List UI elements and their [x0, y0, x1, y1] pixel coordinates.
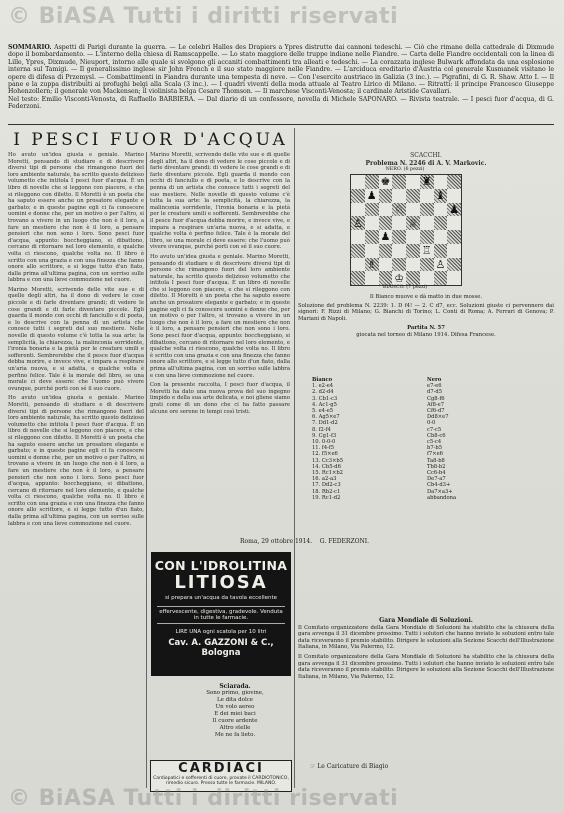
chess-square — [365, 203, 379, 217]
poem-line: Altro stelle — [219, 725, 251, 731]
caricature-text: Le Caricature di Biagio — [317, 763, 389, 770]
move-black: Cc6-b4 — [427, 470, 446, 477]
notice-text-repeat: Il Comitato organizzatore della Gara Mondiale di Soluzioni ha stabilito che la chiusura della gara avvenga il 31 dicembre prossimo. Tutti i solutori che hanno inviato le soluzioni entro tale data riceveranno il premio stabilito. Dirigere le soluzioni alla Sezione Scacchi dell'Illustrazione Italiana, in Milano, Via Palermo, 12. — [298, 653, 554, 680]
chess-square — [406, 230, 420, 244]
chess-square — [406, 189, 420, 203]
move-black: Cb4-d3+ — [427, 482, 451, 489]
moves-header-black: Nero — [427, 377, 442, 383]
move-black: Tb8-b2 — [427, 463, 446, 470]
move-black: c5-c4 — [427, 439, 442, 446]
chess-square — [434, 216, 448, 230]
notice-text: Il Comitato organizzatore della Gara Mondiale di Soluzioni ha stabilito che la chiusura della gara avvenga il 31 dicembre prossimo. Tutti i solutori che hanno inviato le soluzioni entro tale data riceveranno il premio stabilito. Dirigere le soluzioni alla Sezione Scacchi dell'Illustrazione Italiana, in Milano, Via Palermo, 12. — [298, 624, 554, 651]
chess-square — [406, 175, 420, 189]
move-black: d7-d5 — [427, 389, 442, 396]
chess-piece-icon: ♖ — [421, 244, 432, 258]
chess-square — [406, 271, 420, 285]
move-white: 12. f5×e6 — [312, 451, 338, 458]
chess-square — [420, 230, 434, 244]
chess-square — [392, 258, 406, 272]
move-black: c7-c5 — [427, 426, 442, 433]
move-black: Ta8-b8 — [427, 457, 445, 464]
move-white: 1. e2-e4 — [312, 383, 334, 390]
move-black: Cb8-c6 — [427, 432, 446, 439]
chess-square — [351, 244, 365, 258]
cardiaci-title: CARDIACI — [178, 761, 264, 776]
chess-square — [365, 189, 379, 203]
chess-moves-table — [312, 377, 542, 501]
chess-square — [447, 175, 461, 189]
move-white: 15. Rc1×b2 — [312, 470, 343, 477]
chess-solutions: Soluzione del problema N. 2239: 1. D f4! — 2. C d7, ecc. Soluzioni giuste ci pervennero dai signori: F. Rizzi di Milano; G. Bianchi di Torino; L. Conti di Roma; A. Ferrari di Genova; P. Mariani di Napoli. — [298, 302, 554, 322]
chess-square — [406, 244, 420, 258]
chess-square — [365, 244, 379, 258]
chess-square — [351, 216, 365, 230]
move-white: 10. 0-0-0 — [312, 439, 336, 446]
chess-square — [379, 203, 393, 217]
chess-square — [365, 258, 379, 272]
chess-square — [379, 244, 393, 258]
move-white: 8. f2-f4 — [312, 426, 331, 433]
chess-square — [420, 216, 434, 230]
article-author: G. FEDERZONI. — [319, 538, 370, 545]
chess-square — [447, 258, 461, 272]
move-black: Cf6-d7 — [427, 408, 445, 415]
chess-piece-icon: ♔ — [394, 271, 405, 285]
advert-line-2: LITIOSA — [174, 572, 268, 593]
move-black: Af8-e7 — [427, 401, 444, 408]
move-white: 9. Cg1-f3 — [312, 432, 337, 439]
chess-square — [379, 189, 393, 203]
advert-line-5: LIRE UNA ogni scatola per 10 litri — [175, 629, 267, 635]
move-white: 6. Ag5×e7 — [312, 414, 340, 421]
move-white: 18. Rb2-c1 — [312, 488, 341, 495]
chess-square — [392, 244, 406, 258]
advert-line-1: CON L'IDROLITINA — [154, 558, 288, 573]
chess-square — [420, 175, 434, 189]
chess-square — [351, 203, 365, 217]
chess-white-label: BIANCO. (7 pezzi) — [382, 285, 428, 290]
move-black: abbandona — [427, 494, 457, 501]
idrolitina-advert — [151, 552, 291, 676]
chess-piece-icon: ♕ — [407, 216, 418, 230]
article-signature — [240, 538, 369, 545]
chess-square — [420, 258, 434, 272]
chess-problem-title: Problema N. 2246 di A. V. Markovic. — [365, 160, 487, 167]
advert-line-6: Cav. A. GAZZONI & C., Bologna — [168, 638, 274, 658]
move-white: 13. Cc3×b5 — [312, 457, 344, 464]
poem-line: Il cuore ardente — [212, 718, 258, 724]
chess-stipulation: Il Bianco muove e dà matto in due mosse. — [369, 294, 483, 300]
cardiaci-text: Cardiopatici e sofferenti di cuore, provate il CARDIOTONICO, rimedio sicuro. Presso tutte le farmacie. MILANO. — [153, 776, 289, 787]
chess-square — [392, 203, 406, 217]
chess-square — [365, 216, 379, 230]
chess-piece-icon: ♜ — [421, 175, 432, 189]
chess-square — [406, 216, 420, 230]
chess-header: SCACCHI. — [410, 152, 442, 159]
chess-square — [447, 230, 461, 244]
chess-square — [447, 216, 461, 230]
chess-square — [434, 271, 448, 285]
chess-square — [434, 203, 448, 217]
chess-square — [434, 230, 448, 244]
move-black: Dd8×e7 — [427, 414, 449, 421]
advert-line-4: effervescente, digestiva, gradevole. Venduta in tutte le farmacie. — [157, 606, 285, 624]
chess-square — [379, 258, 393, 272]
summary-label: SOMMARIO. — [8, 44, 52, 51]
advert-line-3: si prepara un'acqua da tavola eccellente — [164, 595, 278, 601]
chess-square — [351, 258, 365, 272]
chess-square — [379, 271, 393, 285]
move-white: 5. e4-e5 — [312, 408, 334, 415]
caricature-line — [310, 763, 388, 770]
move-white: 7. Dd1-d2 — [312, 420, 338, 427]
chess-square — [434, 175, 448, 189]
move-black: Da7×a3+ — [427, 488, 453, 495]
move-black: Cg8-f6 — [427, 395, 445, 402]
column-divider — [294, 128, 295, 788]
hand-pointer-icon: ☞ — [310, 763, 316, 770]
chess-square — [420, 244, 434, 258]
chess-square — [379, 175, 393, 189]
chess-square — [392, 189, 406, 203]
gara-notice — [298, 618, 554, 680]
chess-square — [365, 175, 379, 189]
move-white: 3. Cb1-c3 — [312, 395, 338, 402]
move-white: 11. f4-f5 — [312, 445, 335, 452]
chess-square — [365, 230, 379, 244]
chess-square — [447, 189, 461, 203]
move-row — [312, 495, 542, 501]
moves-header-white: Bianco — [312, 377, 333, 383]
chess-piece-icon: ♟ — [449, 202, 460, 216]
poem-line: Sono primo, giovine, — [206, 690, 264, 696]
watermark-top: © BiASA Tutti i diritti riservati — [8, 4, 399, 29]
article-title: I PESCI FUOR D'ACQUA — [13, 130, 288, 150]
article-column-1 — [8, 152, 144, 792]
move-white: 14. Cb5-d6 — [312, 463, 341, 470]
chess-square — [392, 216, 406, 230]
article-text-1: Ho avuto un'idea giusta e geniale. Marino Moretti, pensando di studiare e di descrivere diversi tipi di persone che rimangono fuori del loro ambiente naturale, ha scritto questo delizioso volumetto che intitola I pesci fuor d'acqua. È un libro di novelle che si leggono con piacere, e che si rileggono con diletto. Il Moretti è un poeta che ha saputo essere anche un prosatore elegante e garbato; e in queste pagine egli ci fa conoscere uomini e donne che, per un motivo o per l'altro, si trovano a vivere in un luogo che non è il loro, a fare un mestiere che non è il loro, a pensare pensieri che non sono i loro. Sono pesci fuor d'acqua, appunto: boccheggiano, si dibattono, cercano di ritornare nel loro elemento, e qualche volta ci riescono, qualche volta no. Il libro è scritto con una grazia e con una finezza che fanno onore allo scrittore, e si legge tutto d'un fiato, dalla prima all'ultima pagina, con un sorriso sulle labbra e con una lieve commozione nel cuore. — [8, 152, 144, 284]
chess-piece-icon: ♟ — [366, 189, 377, 203]
move-white: 17. Dd2-c3 — [312, 482, 341, 489]
chess-square — [351, 175, 365, 189]
chess-square — [420, 271, 434, 285]
article-text-1b: Marino Moretti, scrivendo delle vite sue e di quelle degli altri, ha il dono di vedere le cose piccole e di farle diventare grandi; di vedere le cose grandi e di farle diventare piccole. Egli guarda il mondo con occhi di fanciullo e di poeta, e lo descrive con la penna di un artista che conosce tutti i segreti del suo mestiere. Nelle novelle di questo volume c'è tutta la sua arte: la semplicità, la chiarezza, la malinconia sorridente, l'ironia bonaria e la pietà per le creature umili e sofferenti. Sembrerebbe che il pesce fuor d'acqua debba morire, e invece vive, e impara a respirare un'aria nuova, e si adatta, e qualche volta è perfino felice. Tale è la morale del libro, se una morale ci deve essere: che l'uomo può vivere ovunque, purché porti con sé il suo cuore. — [8, 286, 144, 392]
article-date: Roma, 29 ottobre 1914. — [240, 538, 313, 545]
chess-piece-icon: ♘ — [394, 202, 405, 216]
chess-solutions-block — [298, 294, 554, 339]
move-white: 19. Rc1-d2 — [312, 494, 341, 501]
chess-board — [350, 174, 462, 286]
chess-piece-icon: ♗ — [366, 257, 377, 271]
chess-square — [434, 258, 448, 272]
move-black: 0-0 — [427, 420, 436, 427]
chess-square — [351, 230, 365, 244]
divider — [8, 124, 554, 125]
move-black: f7×e6 — [427, 451, 443, 458]
chess-square — [447, 244, 461, 258]
chess-square — [365, 271, 379, 285]
chess-game-title: Partita N. 57 — [407, 325, 445, 332]
chess-square — [379, 216, 393, 230]
watermark-bottom: © BiASA Tutti i diritti riservati — [8, 786, 399, 811]
poem-line: Le dita dolce — [216, 697, 254, 703]
chess-piece-icon: ♙ — [435, 257, 446, 271]
article-text-2b: Ho avuto un'idea giusta e geniale. Marino Moretti, pensando di studiare e di descrivere diversi tipi di persone che rimangono fuori del loro ambiente naturale, ha scritto questo delizioso volumetto che intitola I pesci fuor d'acqua. È un libro di novelle che si leggono con piacere, e che si rileggono con diletto. Il Moretti è un poeta che ha saputo essere anche un prosatore elegante e garbato; e in queste pagine egli ci fa conoscere uomini e donne che, per un motivo o per l'altro, si trovano a vivere in un luogo che non è il loro, a fare un mestiere che non è il loro, a pensare pensieri che non sono i loro. Sono pesci fuor d'acqua, appunto: boccheggiano, si dibattono, cercano di ritornare nel loro elemento, e qualche volta ci riescono, qualche volta no. Il libro è scritto con una grazia e con una finezza che fanno onore allo scrittore, e si legge tutto d'un fiato, dalla prima all'ultima pagina, con un sorriso sulle labbra e con una lieve commozione nel cuore. — [150, 253, 290, 379]
article-text-1c: Ho avuto un'idea giusta e geniale. Marino Moretti, pensando di studiare e di descrivere diversi tipi di persone che rimangono fuori del loro ambiente naturale, ha scritto questo delizioso volumetto che intitola I pesci fuor d'acqua. È un libro di novelle che si leggono con piacere, e che si rileggono con diletto. Il Moretti è un poeta che ha saputo essere anche un prosatore elegante e garbato; e in queste pagine egli ci fa conoscere uomini e donne che, per un motivo o per l'altro, si trovano a vivere in un luogo che non è il loro, a fare un mestiere che non è il loro, a pensare pensieri che non sono i loro. Sono pesci fuor d'acqua, appunto: boccheggiano, si dibattono, cercano di ritornare nel loro elemento, e qualche volta ci riescono, qualche volta no. Il libro è scritto con una grazia e con una finezza che fanno onore allo scrittore, e si legge tutto d'un fiato, dalla prima all'ultima pagina, con un sorriso sulle labbra e con una lieve commozione nel cuore. — [8, 395, 144, 527]
chess-square — [434, 189, 448, 203]
moves-body — [312, 383, 542, 501]
chess-piece-icon: ♟ — [380, 230, 391, 244]
notice-title: Gara Mondiale di Soluzioni. — [379, 617, 473, 624]
move-white: 2. d2-d4 — [312, 389, 334, 396]
chess-square — [434, 244, 448, 258]
chess-square — [420, 189, 434, 203]
poem-line: Me ne fa lieto. — [214, 732, 256, 738]
chess-game-subtitle: giocata nel torneo di Milano 1914. Difesa Francese. — [356, 331, 496, 338]
chess-square — [351, 189, 365, 203]
move-black: e7-e6 — [427, 383, 442, 390]
poem-title: Sciarada. — [219, 683, 251, 690]
article-text-2c: Con la presente raccolta, I pesci fuor d'acqua, il Moretti ha dato una nuova prova del suo ingegno limpido e della sua arte delicata, e noi gliene siamo grati come di un dono che ci ha fatto passare alcune ore serene in tempi così tristi. — [150, 382, 290, 415]
chess-square — [406, 203, 420, 217]
move-white: 4. Ac1-g5 — [312, 401, 337, 408]
poem-block — [190, 683, 280, 739]
poem-line: E dei miei baci — [214, 711, 256, 717]
chess-square — [406, 258, 420, 272]
chess-piece-icon: ♙ — [352, 216, 363, 230]
move-white: 16. a2-a3 — [312, 476, 337, 483]
article-column-2 — [150, 152, 290, 547]
summary-block — [8, 44, 554, 111]
move-black: b7-b5 — [427, 445, 442, 452]
chess-square — [447, 271, 461, 285]
chess-piece-icon: ♚ — [380, 175, 391, 189]
chess-square — [420, 203, 434, 217]
summary-text-secondary: Nel testo: Emilio Visconti-Venosta, di Raffaello BARBIERA. — Dal diario di un confessore, novella di Michele SAPONARO. — Rivista teatrale. — I pesci fuor d'acqua, di G. Federzoni. — [8, 95, 554, 111]
chess-square — [351, 271, 365, 285]
column-divider — [146, 152, 147, 788]
chess-black-label: NERO. (6 pezzi) — [385, 167, 425, 172]
chess-square — [447, 203, 461, 217]
chess-square — [392, 230, 406, 244]
chess-piece-icon: ♝ — [435, 189, 446, 203]
chess-square — [392, 175, 406, 189]
article-text-2: Marino Moretti, scrivendo delle vite sue e di quelle degli altri, ha il dono di vedere le cose piccole e di farle diventare grandi; di vedere le cose grandi e di farle diventare piccole. Egli guarda il mondo con occhi di fanciullo e di poeta, e lo descrive con la penna di un artista che conosce tutti i segreti del suo mestiere. Nelle novelle di questo volume c'è tutta la sua arte: la semplicità, la chiarezza, la malinconia sorridente, l'ironia bonaria e la pietà per le creature umili e sofferenti. Sembrerebbe che il pesce fuor d'acqua debba morire, e invece vive, e impara a respirare un'aria nuova, e si adatta, e qualche volta è perfino felice. Tale è la morale del libro, se una morale ci deve essere: che l'uomo può vivere ovunque, purché porti con sé il suo cuore. — [150, 152, 290, 251]
chess-square — [379, 230, 393, 244]
poem-line: Un volo aereo — [215, 704, 255, 710]
chess-square — [392, 271, 406, 285]
move-black: Dе7-a7 — [427, 476, 446, 483]
summary-text: Aspetti di Parigi durante la guerra. — Le celebri Halles des Drapiers a Ypres distrutte dai cannoni tedeschi. — Ciò che rimane della cattedrale di Dixmude dopo il bombardamento. — L'interno della chiesa di Ramscappelle. — Lo stato maggiore delle truppe indiane nelle Fiandre. — Carta delle Fiandre occidentali con la linea di Lille, Ypres, Dixmude, Nieuport, intorno alle quale si svolgono gli accaniti combattimenti tra alleati e tedeschi. — La corazzata inglese Bulwark affondata da una esplosione interna sul Tamigi. — Il generalissimo inglese sir John French e il suo stato maggiore nelle Fiandre. — L'arciduca ereditario d'Austria col generale Kusmanek visitano le opere di difesa di Przemysl. — Combattimenti in Fiandra durante una tempesta di neve. — Con l'esercito austriaco in Galizia (3 inc.). — Pigrafini, di G. R. Shaw. Atto I. — Il pane e la zuppa distribuiti ai profughi belgi alla Scala (3 inc.). — I quadri viventi della moda attuale al Teatro Lirico di Milano. — Ritratti: il principe Francesco Giuseppe Hohenzollern; il generale von Mackensen; il violinista belga Cesare Thomson. — Il marchese Visconti-Venosta; il cardinale Aristide Cavallari. — [8, 44, 554, 96]
